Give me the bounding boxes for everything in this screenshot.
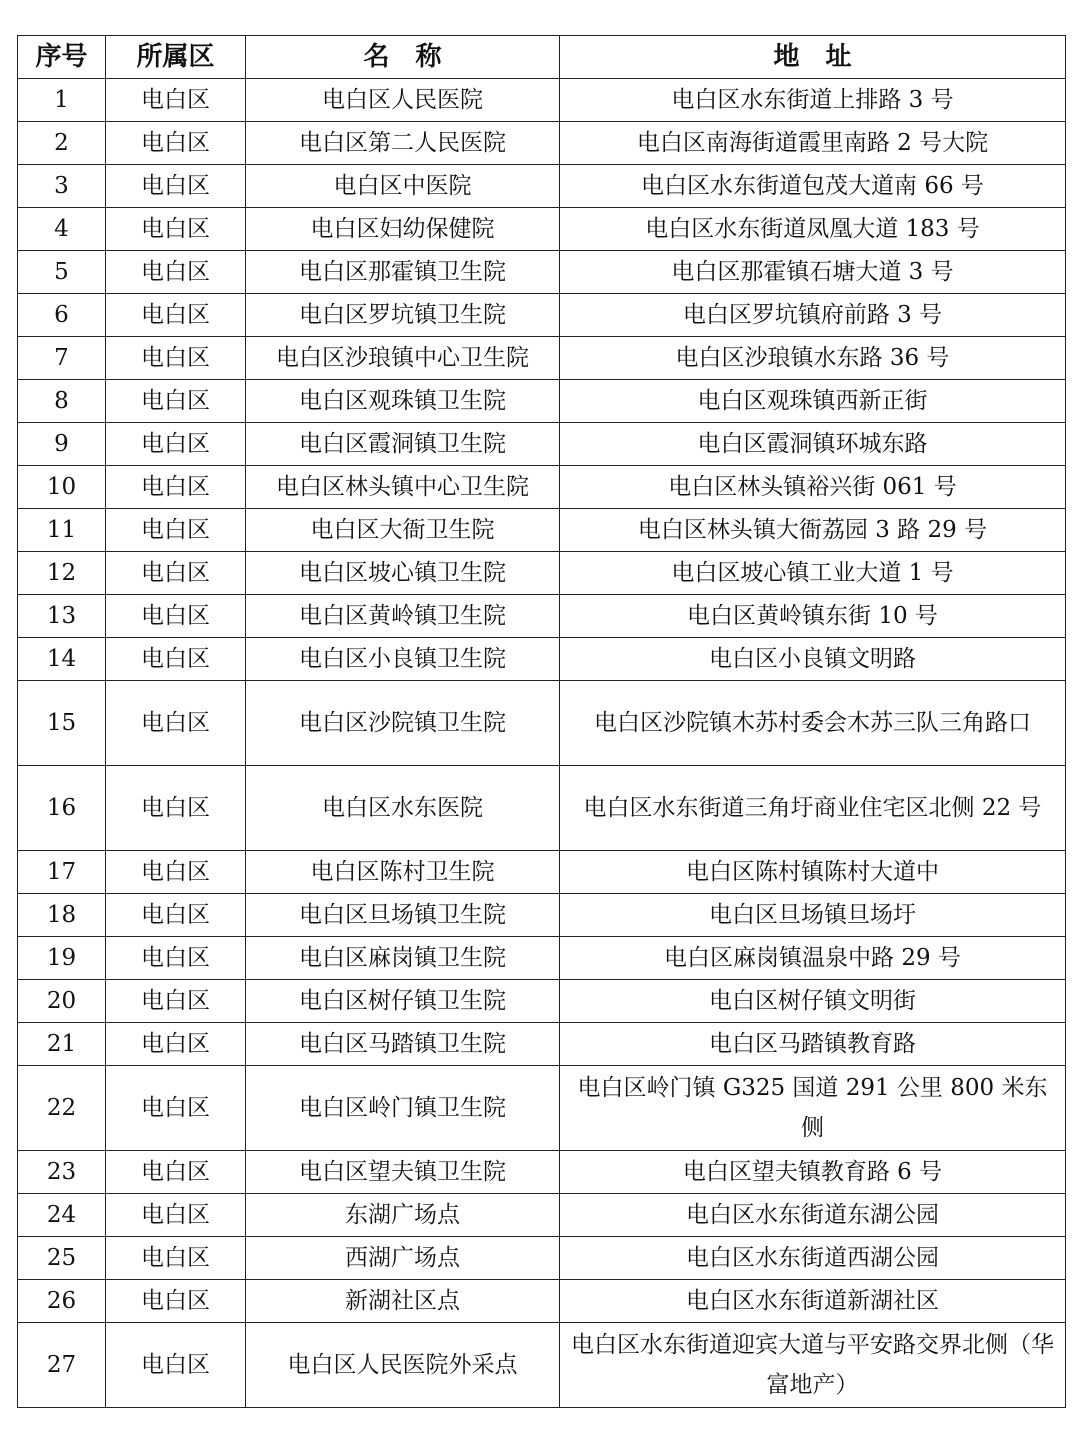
header-serial-number: 序号 — [18, 36, 106, 79]
district: 电白区 — [106, 894, 246, 937]
table-row — [18, 595, 1066, 638]
site-name: 电白区望夫镇卫生院 — [246, 1151, 560, 1194]
serial-number: 5 — [18, 251, 106, 294]
header-name: 名 称 — [246, 36, 560, 79]
table-row — [18, 1151, 1066, 1194]
serial-number: 10 — [18, 466, 106, 509]
site-address: 电白区水东街道西湖公园 — [560, 1237, 1066, 1280]
district: 电白区 — [106, 294, 246, 337]
site-address: 电白区林头镇裕兴街 061 号 — [560, 466, 1066, 509]
site-address: 电白区霞洞镇环城东路 — [560, 423, 1066, 466]
table-row — [18, 122, 1066, 165]
site-address: 电白区水东街道三角圩商业住宅区北侧 22 号 — [560, 766, 1066, 851]
site-address: 电白区罗坑镇府前路 3 号 — [560, 294, 1066, 337]
serial-number: 2 — [18, 122, 106, 165]
site-name: 电白区霞洞镇卫生院 — [246, 423, 560, 466]
site-address: 电白区旦场镇旦场圩 — [560, 894, 1066, 937]
serial-number: 15 — [18, 681, 106, 766]
table-row — [18, 423, 1066, 466]
serial-number: 4 — [18, 208, 106, 251]
site-name: 电白区岭门镇卫生院 — [246, 1066, 560, 1151]
site-address: 电白区那霍镇石塘大道 3 号 — [560, 251, 1066, 294]
table-row — [18, 894, 1066, 937]
district: 电白区 — [106, 208, 246, 251]
header-address: 地 址 — [560, 36, 1066, 79]
district: 电白区 — [106, 251, 246, 294]
table-row — [18, 509, 1066, 552]
site-name: 电白区林头镇中心卫生院 — [246, 466, 560, 509]
table-row — [18, 1280, 1066, 1323]
serial-number: 17 — [18, 851, 106, 894]
site-address: 电白区水东街道上排路 3 号 — [560, 79, 1066, 122]
district: 电白区 — [106, 1237, 246, 1280]
district: 电白区 — [106, 937, 246, 980]
site-address: 电白区坡心镇工业大道 1 号 — [560, 552, 1066, 595]
header-district: 所属区 — [106, 36, 246, 79]
serial-number: 27 — [18, 1323, 106, 1408]
district: 电白区 — [106, 638, 246, 681]
district: 电白区 — [106, 552, 246, 595]
table-row — [18, 294, 1066, 337]
site-name: 电白区大衙卫生院 — [246, 509, 560, 552]
serial-number: 3 — [18, 165, 106, 208]
table-row — [18, 638, 1066, 681]
table-row — [18, 466, 1066, 509]
site-name: 电白区中医院 — [246, 165, 560, 208]
table-row — [18, 79, 1066, 122]
site-name: 电白区水东医院 — [246, 766, 560, 851]
serial-number: 9 — [18, 423, 106, 466]
serial-number: 14 — [18, 638, 106, 681]
site-address: 电白区望夫镇教育路 6 号 — [560, 1151, 1066, 1194]
site-name: 电白区罗坑镇卫生院 — [246, 294, 560, 337]
site-address: 电白区南海街道霞里南路 2 号大院 — [560, 122, 1066, 165]
district: 电白区 — [106, 122, 246, 165]
district: 电白区 — [106, 466, 246, 509]
serial-number: 12 — [18, 552, 106, 595]
serial-number: 25 — [18, 1237, 106, 1280]
table-row — [18, 251, 1066, 294]
serial-number: 11 — [18, 509, 106, 552]
serial-number: 21 — [18, 1023, 106, 1066]
site-name: 电白区树仔镇卫生院 — [246, 980, 560, 1023]
site-name: 西湖广场点 — [246, 1237, 560, 1280]
site-name: 电白区马踏镇卫生院 — [246, 1023, 560, 1066]
serial-number: 23 — [18, 1151, 106, 1194]
site-name: 电白区黄岭镇卫生院 — [246, 595, 560, 638]
table-row — [18, 337, 1066, 380]
site-address: 电白区沙琅镇水东路 36 号 — [560, 337, 1066, 380]
site-address: 电白区水东街道新湖社区 — [560, 1280, 1066, 1323]
sampling-site-table — [17, 35, 1066, 1408]
district: 电白区 — [106, 423, 246, 466]
site-name: 电白区陈村卫生院 — [246, 851, 560, 894]
table-row — [18, 380, 1066, 423]
district: 电白区 — [106, 1023, 246, 1066]
serial-number: 6 — [18, 294, 106, 337]
table-row — [18, 980, 1066, 1023]
table-row — [18, 208, 1066, 251]
site-address: 电白区林头镇大衙荔园 3 路 29 号 — [560, 509, 1066, 552]
district: 电白区 — [106, 1323, 246, 1408]
site-name: 新湖社区点 — [246, 1280, 560, 1323]
site-address: 电白区观珠镇西新正街 — [560, 380, 1066, 423]
district: 电白区 — [106, 851, 246, 894]
district: 电白区 — [106, 337, 246, 380]
table-row — [18, 851, 1066, 894]
table-row — [18, 552, 1066, 595]
site-name: 电白区人民医院 — [246, 79, 560, 122]
serial-number: 24 — [18, 1194, 106, 1237]
table-header-row — [18, 36, 1066, 79]
serial-number: 26 — [18, 1280, 106, 1323]
table-row — [18, 1323, 1066, 1408]
site-address: 电白区水东街道迎宾大道与平安路交界北侧（华富地产） — [560, 1323, 1066, 1408]
district: 电白区 — [106, 509, 246, 552]
site-address: 电白区水东街道包茂大道南 66 号 — [560, 165, 1066, 208]
site-name: 电白区人民医院外采点 — [246, 1323, 560, 1408]
site-address: 电白区沙院镇木苏村委会木苏三队三角路口 — [560, 681, 1066, 766]
table-row — [18, 165, 1066, 208]
site-name: 电白区坡心镇卫生院 — [246, 552, 560, 595]
table-row — [18, 766, 1066, 851]
site-address: 电白区小良镇文明路 — [560, 638, 1066, 681]
site-name: 电白区观珠镇卫生院 — [246, 380, 560, 423]
serial-number: 8 — [18, 380, 106, 423]
district: 电白区 — [106, 681, 246, 766]
serial-number: 13 — [18, 595, 106, 638]
table-row — [18, 1023, 1066, 1066]
district: 电白区 — [106, 1194, 246, 1237]
district: 电白区 — [106, 1151, 246, 1194]
table-row — [18, 937, 1066, 980]
site-address: 电白区水东街道东湖公园 — [560, 1194, 1066, 1237]
serial-number: 22 — [18, 1066, 106, 1151]
district: 电白区 — [106, 79, 246, 122]
table-row — [18, 1237, 1066, 1280]
site-name: 电白区妇幼保健院 — [246, 208, 560, 251]
site-address: 电白区麻岗镇温泉中路 29 号 — [560, 937, 1066, 980]
district: 电白区 — [106, 165, 246, 208]
site-name: 电白区小良镇卫生院 — [246, 638, 560, 681]
district: 电白区 — [106, 1066, 246, 1151]
site-name: 东湖广场点 — [246, 1194, 560, 1237]
serial-number: 18 — [18, 894, 106, 937]
sampling-site-table-container — [17, 35, 1065, 1408]
district: 电白区 — [106, 595, 246, 638]
site-address: 电白区岭门镇 G325 国道 291 公里 800 米东侧 — [560, 1066, 1066, 1151]
site-name: 电白区那霍镇卫生院 — [246, 251, 560, 294]
site-address: 电白区陈村镇陈村大道中 — [560, 851, 1066, 894]
serial-number: 16 — [18, 766, 106, 851]
district: 电白区 — [106, 766, 246, 851]
serial-number: 20 — [18, 980, 106, 1023]
district: 电白区 — [106, 380, 246, 423]
district: 电白区 — [106, 980, 246, 1023]
district: 电白区 — [106, 1280, 246, 1323]
serial-number: 1 — [18, 79, 106, 122]
table-row — [18, 681, 1066, 766]
site-name: 电白区沙院镇卫生院 — [246, 681, 560, 766]
serial-number: 7 — [18, 337, 106, 380]
site-name: 电白区第二人民医院 — [246, 122, 560, 165]
serial-number: 19 — [18, 937, 106, 980]
site-address: 电白区黄岭镇东街 10 号 — [560, 595, 1066, 638]
site-address: 电白区马踏镇教育路 — [560, 1023, 1066, 1066]
site-name: 电白区麻岗镇卫生院 — [246, 937, 560, 980]
site-name: 电白区沙琅镇中心卫生院 — [246, 337, 560, 380]
site-address: 电白区水东街道凤凰大道 183 号 — [560, 208, 1066, 251]
table-row — [18, 1066, 1066, 1151]
site-name: 电白区旦场镇卫生院 — [246, 894, 560, 937]
table-row — [18, 1194, 1066, 1237]
site-address: 电白区树仔镇文明街 — [560, 980, 1066, 1023]
table-body — [18, 79, 1066, 1408]
